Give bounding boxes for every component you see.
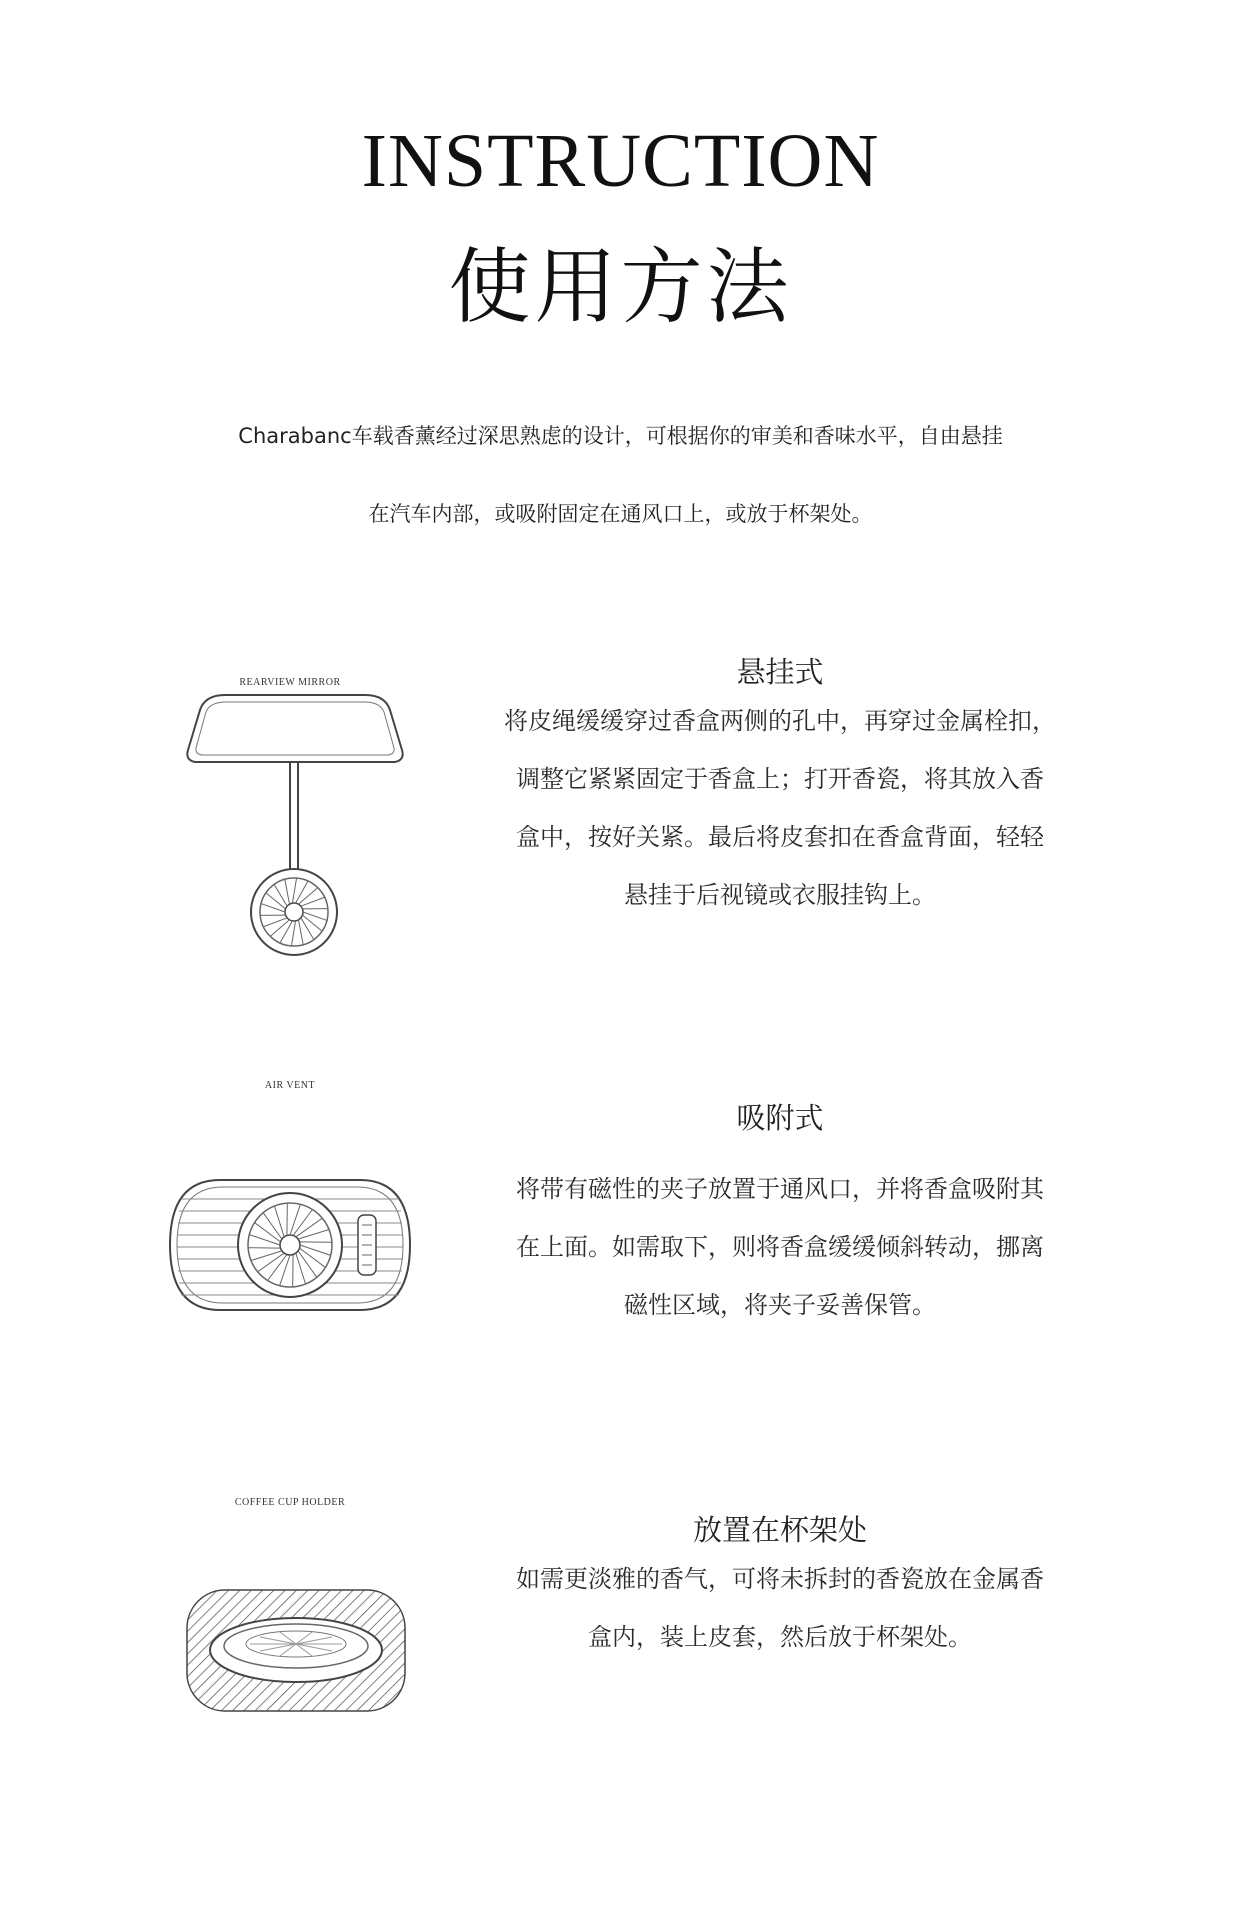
decorative-spoke [299, 920, 304, 945]
section-title-cup-holder: 放置在杯架处 [692, 1513, 867, 1547]
decorative-spoke [301, 918, 314, 940]
decorative-spoke [299, 888, 318, 905]
decorative-spoke [261, 904, 285, 912]
text-line: 调整它紧紧固定于香盒上；打开香瓷，将其放入香 [516, 765, 1044, 793]
text-line: 磁性区域，将夹子妥善保管。 [624, 1291, 936, 1319]
title-chinese: 使用方法 [448, 240, 793, 335]
decorative-spoke [274, 884, 287, 906]
decorative-spoke [292, 878, 296, 903]
cup-holder-illustration [185, 1588, 407, 1713]
text-line: 盒中，按好关紧。最后将皮套扣在香盒背面，轻轻 [516, 823, 1044, 851]
section-title-vent: 吸附式 [736, 1101, 824, 1135]
rearview-mirror-illustration [180, 690, 410, 970]
decorative-spoke [303, 912, 327, 920]
intro-line-1: Charabanc车载香薰经过深思熟虑的设计，可根据你的审美和香味水平，自由悬挂 [238, 424, 1003, 448]
section-text-cup-holder [480, 1550, 1080, 1666]
section-title-hanging: 悬挂式 [736, 655, 824, 689]
text-line: 如需更淡雅的香气，可将未拆封的香瓷放在金属香 [516, 1565, 1044, 1593]
decorative-spoke [280, 921, 292, 943]
rearview-mirror-label: REARVIEW MIRROR [239, 677, 341, 688]
decorative-spoke [291, 921, 295, 946]
decorative-spoke [270, 920, 289, 937]
section-text-hanging [480, 692, 1080, 924]
cup-holder-label: COFFEE CUP HOLDER [234, 1497, 346, 1508]
text-line: 将皮绳缓缓穿过香盒两侧的孔中，再穿过金属栓扣， [504, 707, 1056, 735]
text-line: 盒内，装上皮套，然后放于杯架处。 [588, 1623, 972, 1651]
section-text-vent [480, 1160, 1080, 1334]
decorative-spoke [285, 879, 290, 904]
text-line: 悬挂于后视镜或衣服挂钩上。 [624, 881, 936, 909]
air-vent-illustration [165, 1175, 415, 1315]
text-line: 将带有磁性的夹子放置于通风口，并将香盒吸附其 [516, 1175, 1044, 1203]
text-line: 在上面。如需取下，则将香盒缓缓倾斜转动，挪离 [516, 1233, 1044, 1261]
decorative-spoke [296, 881, 308, 903]
title-english: INSTRUCTION [361, 119, 880, 203]
intro-line-2: 在汽车内部，或吸附固定在通风口上，或放于杯架处。 [368, 502, 873, 526]
air-vent-label: AIR VENT [264, 1080, 316, 1091]
